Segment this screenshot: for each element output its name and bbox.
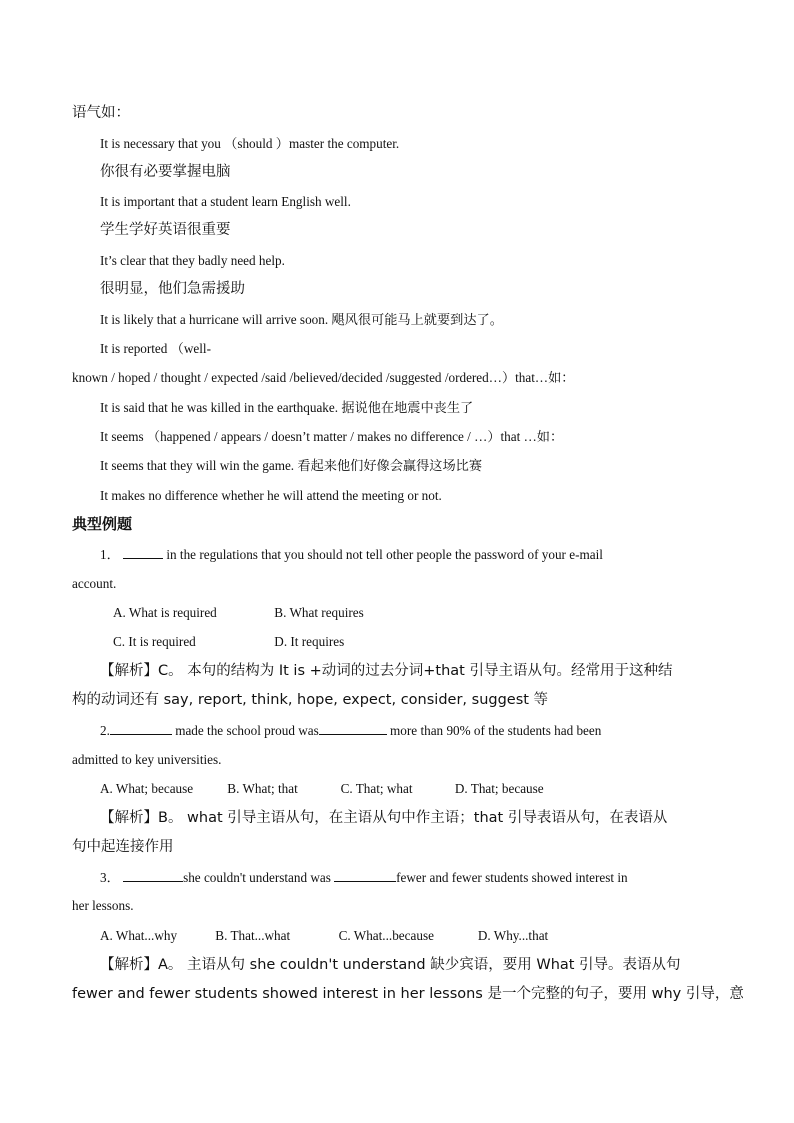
option-d: D. That; because [454,781,544,796]
example-line: It is said that he was killed in the earthquake. 据说他在地震中丧生了 [100,400,474,415]
example-line: 很明显，他们急需援助 [100,281,245,297]
section-title: 典型例题 [72,515,133,533]
analysis-text: 【解析】C。 本句的结构为 It is +动词的过去分词+that 引导主语从句。经常用于这种结 [100,663,673,679]
option-b: B. What requires [274,605,364,620]
question-text: more than 90% of the students had been [390,723,602,738]
option-d: D. Why...that [477,928,549,943]
option-b: B. That...what [215,928,291,943]
analysis-text: 【解析】A。 主语从句 she couldn't understand 缺少宾语，要用 What 引导。表语从句 [100,957,681,973]
analysis-text: 构的动词还有 say, report, think, hope, expect, consider, suggest 等 [72,692,549,708]
option-c: C. That; what [340,781,413,796]
options-row [113,633,344,651]
question-text: made the school proud was [175,723,319,738]
answer-blank [123,545,163,559]
question-2 [100,721,601,740]
question-number: 2. [100,723,110,738]
answer-blank [334,868,396,882]
example-line: It is important that a student learn English well. [100,194,351,209]
question-text: fewer and fewer students showed interest in [396,870,628,885]
question-1 [100,545,718,564]
options-row [100,927,548,945]
example-line: 学生学好英语很重要 [100,222,231,238]
question-number: 3． [100,870,120,885]
options-row [100,780,544,798]
option-c: C. What...because [338,928,434,943]
question-text-continued: her lessons. [72,898,134,913]
example-line: It seems that they will win the game. 看起来他们好像会赢得这场比赛 [100,458,483,473]
example-line: 你很有必要掌握电脑 [100,164,231,180]
analysis-text: 【解析】B。 what 引导主语从句，在主语从句中作主语；that 引导表语从句，在表语从 [100,810,668,826]
option-a: A. What; because [100,781,194,796]
option-c: C. It is required [113,634,196,649]
example-line: It is necessary that you （should ）master the computer. [100,136,400,151]
example-line: It’s clear that they badly need help. [100,253,285,268]
option-b: B. What; that [227,781,298,796]
option-a: A. What is required [113,605,217,620]
question-number: 1． [100,547,120,562]
question-text-continued: admitted to key universities. [72,752,222,767]
question-text: she couldn't understand was [183,870,331,885]
intro-text: 语气如： [72,105,130,121]
example-line: It seems （happened / appears / doesn’t matter / makes no difference / …）that …如： [100,429,564,444]
answer-blank [123,868,183,882]
example-line: It makes no difference whether he will attend the meeting or not. [100,488,442,503]
example-line: It is reported （well- [100,341,211,356]
option-a: A. What...why [100,928,178,943]
analysis-text: 句中起连接作用 [72,839,174,855]
answer-blank [319,721,387,735]
options-row [113,604,364,622]
answer-blank [110,721,172,735]
question-3 [100,868,628,887]
example-line: It is likely that a hurricane will arrive soon. 飓风很可能马上就要到达了。 [100,312,503,327]
example-line: known / hoped / thought / expected /said /believed/decided /suggested /ordered…）that…如： [72,370,575,385]
question-text-continued: account. [72,576,117,591]
question-text: in the regulations that you should not tell other people the password of your e-mail [166,547,603,562]
analysis-text: fewer and fewer students showed interest in her lessons 是一个完整的句子，要用 why 引导，意 [72,986,744,1002]
option-d: D. It requires [274,634,345,649]
